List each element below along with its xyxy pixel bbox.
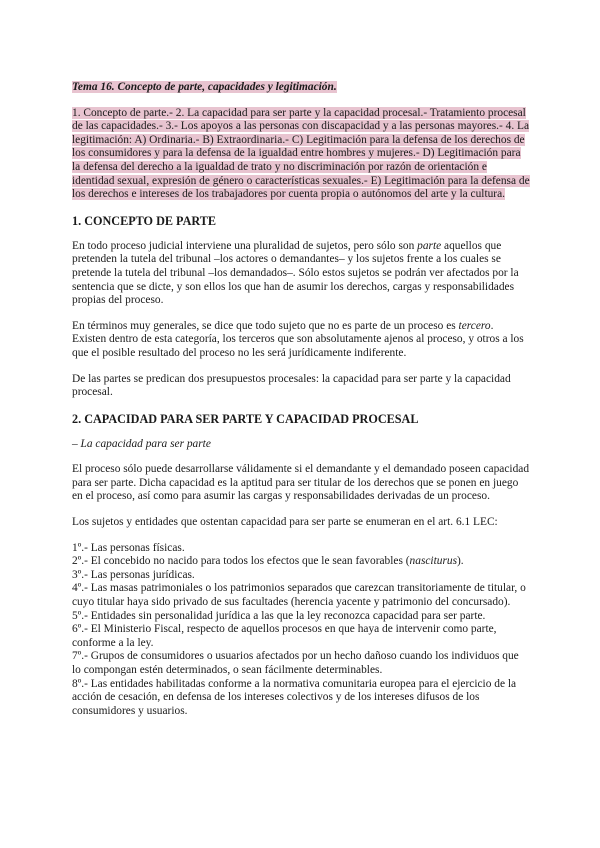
list-item: 5º.- Entidades sin personalidad jurídica a las que la ley reconozca capacidad para ser parte. xyxy=(72,609,486,622)
topic-summary: 1. Concepto de parte.- 2. La capacidad para ser parte y la capacidad procesal.- Tratamiento procesal de las capacidades.- 3.- Los apoyos a las personas con discapacidad y a las personas mayores.- 4. La legitimación: A) Ordinaria.- B) Extraordinaria.- C) Legitimación para la defensa de los derechos de los consumidores y para la defensa de la igualdad entre hombres y mujeres.- D) Legitimación para la defensa del derecho a la igualdad de trato y no discriminación por razón de orientación e identidad sexual, expresión de género o características sexuales.- E) Legitimación para la defensa de los derechos e intereses de los trabajadores por cuenta propia o autónomos del arte y la cultura. xyxy=(72,106,530,201)
list-item: 8º.- Las entidades habilitadas conforme a la normativa comunitaria europea para el ejercicio de la acción de cesación, en defensa de los intereses colectivos y de los intereses difusos de los consumidores y usuarios. xyxy=(72,677,517,717)
paragraph-parte: En todo proceso judicial interviene una pluralidad de sujetos, pero sólo son parte aquellos que pretenden la tutela del tribunal –los actores o demandantes– y los sujetos frente a los cuales se pretende la tutela del tribunal –los demandados–. Sólo estos sujetos se podrán ver afectados por la sentencia que se dicte, y son ellos los que han de asumir los derechos, cargas y responsabilidades propias del proceso. xyxy=(72,239,519,307)
paragraph-presupuestos: De las partes se predican dos presupuestos procesales: la capacidad para ser parte y la capacidad procesal. xyxy=(72,372,511,399)
section-heading-concepto: 1. CONCEPTO DE PARTE xyxy=(72,213,217,228)
list-item: 4º.- Las masas patrimoniales o los patrimonios separados que carezcan transitoriamente de titular, o cuyo titular haya sido privado de sus facultades (herencia yacente y patrimonio del concursado). xyxy=(72,582,526,609)
capacity-list xyxy=(72,542,530,719)
list-item: 3º.- Las personas jurídicas. xyxy=(72,568,195,581)
list-item: 1º.- Las personas físicas. xyxy=(72,541,185,554)
document-title: Tema 16. Concepto de parte, capacidades y legitimación. xyxy=(72,81,337,93)
paragraph-capacidad: El proceso sólo puede desarrollarse válidamente si el demandante y el demandado poseen capacidad para ser parte. Dicha capacidad es la aptitud para ser titular de los derechos que se ponen en juego en el proceso, así como para asumir las cargas y responsabilidades derivadas de un proceso. xyxy=(72,463,530,503)
list-item: 7º.- Grupos de consumidores o usuarios afectados por un hecho dañoso cuando los individuos que lo compongan estén determinados, o sean fácilmente determinables. xyxy=(72,650,519,676)
section-heading-capacidad: 2. CAPACIDAD PARA SER PARTE Y CAPACIDAD PROCESAL xyxy=(72,411,419,426)
list-item: 6º.- El Ministerio Fiscal, respecto de aquellos procesos en que haya de intervenir como parte, conforme a la ley. xyxy=(72,623,497,649)
list-item: 2º.- El concebido no nacido para todos los efectos que le sean favorables (nasciturus). xyxy=(72,555,464,568)
paragraph-tercero: En términos muy generales, se dice que todo sujeto que no es parte de un proceso es tercero. Existen dentro de esta categoría, los terceros que son absolutamente ajenos al proceso, y otros a los que el posible resultado del proceso no les será jurídicamente indiferente. xyxy=(72,319,524,359)
paragraph-sujetos: Los sujetos y entidades que ostentan capacidad para ser parte se enumeran en el art. 6.1 LEC: xyxy=(72,516,498,529)
subheading-capacidad-parte: – La capacidad para ser parte xyxy=(72,437,211,450)
